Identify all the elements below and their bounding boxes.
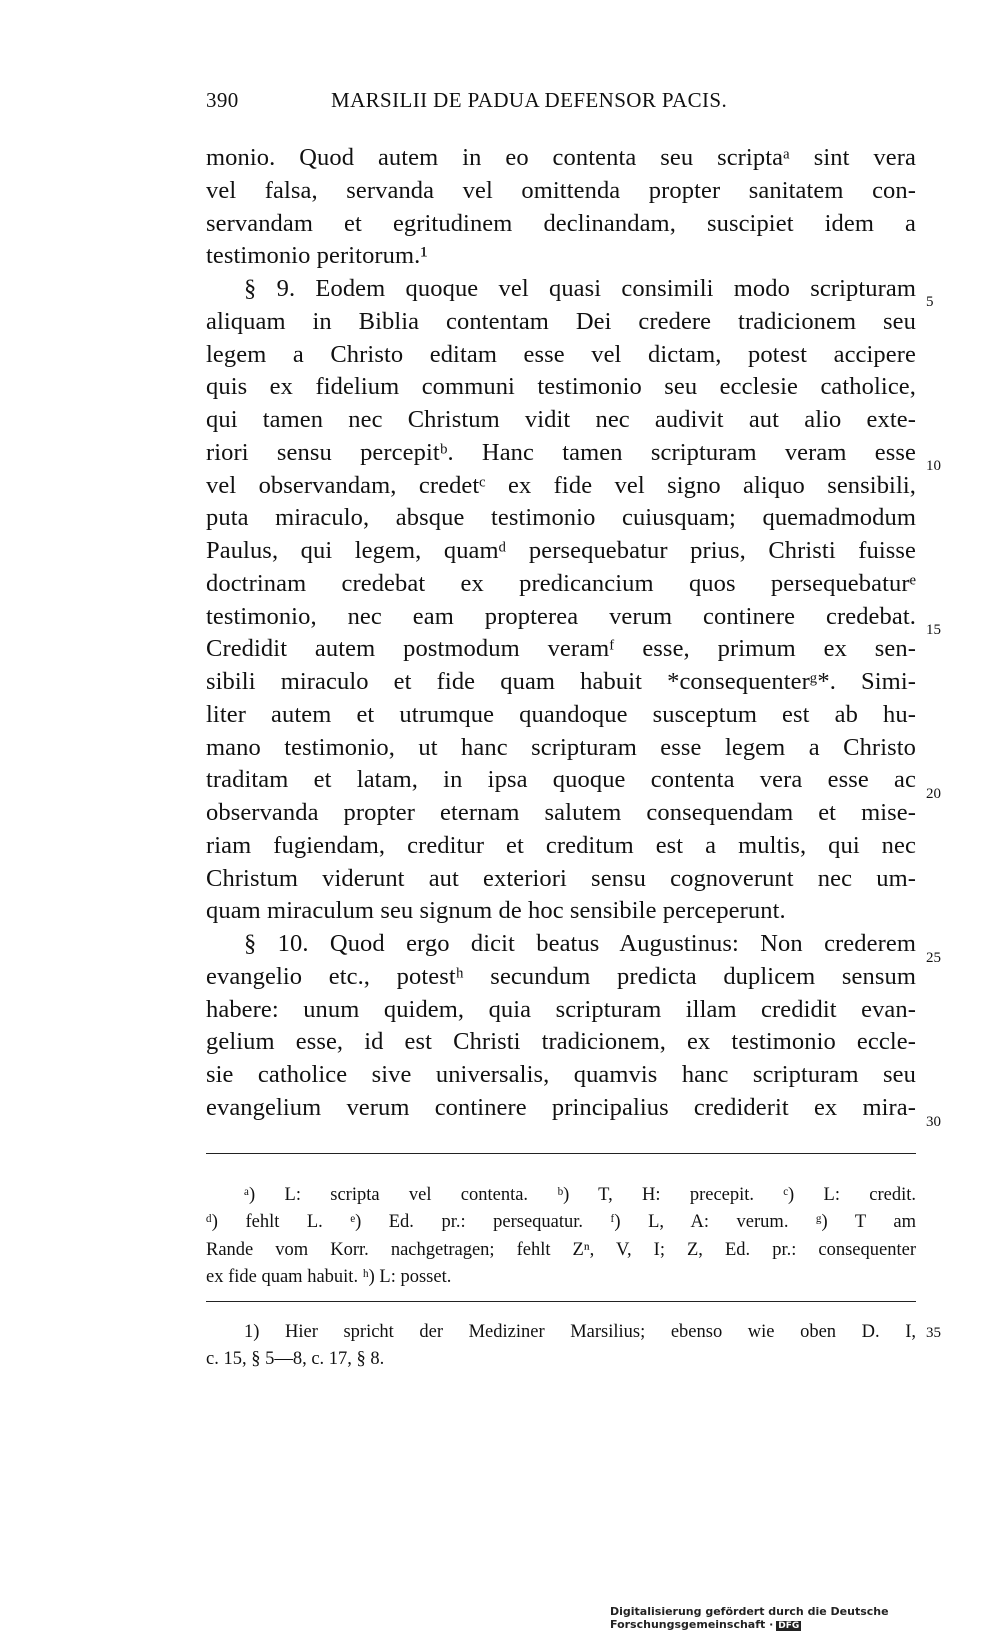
critical-apparatus [206,1182,916,1291]
apparatus-line: ᵃ) L: scripta vel contenta. ᵇ) T, H: precepit. ᶜ) L: credit. [244,1185,916,1205]
text-line: gelium esse, id est Christi tradicionem, ex testimonio eccle- [206,1028,916,1056]
text-line: evangelium verum continere principalius crediderit ex mira- [206,1093,916,1121]
text-line: liter autem et utrumque quandoque susceptum est ab hu- [206,700,916,728]
text-line: sie catholice sive universalis, quamvis hanc scripturam seu [206,1061,916,1088]
running-title: MARSILII DE PADUA DEFENSOR PACIS. [331,88,728,112]
dfg-logo: DFG [778,1621,800,1631]
text-line: Christum viderunt aut exteriori sensu cognoverunt nec um- [206,864,916,892]
main-text [206,142,916,1125]
line-number: 35 [926,1325,941,1341]
line-number: 30 [926,1114,941,1130]
credit-text: Digitalisierung gefördert durch die Deutsche Forschungsgemeinschaft · [610,1605,889,1631]
text-line: riori sensu percepitᵇ. Hanc tamen scripturam veram esse [206,438,916,466]
text-line: quam miraculum seu signum de hoc sensibile perceperunt. [206,897,786,925]
footnote-divider [206,1301,916,1302]
text-line: Credidit autem postmodum veramᶠ esse, primum ex sen- [206,635,916,663]
footnotes [206,1319,916,1374]
page-number: 390 [206,88,239,112]
line-number: 20 [926,786,941,802]
text-line: observanda propter eternam salutem consequendam et mise- [206,799,916,826]
text-line: testimonio peritorum.¹ [206,242,428,270]
apparatus-line: ᵈ) fehlt L. ᵉ) Ed. pr.: persequatur. ᶠ) L, A: verum. ᵍ) T am [206,1212,916,1233]
text-line: mano testimonio, ut hanc scripturam esse legem a Christo [206,733,916,761]
text-line: § 10. Quod ergo dicit beatus Augustinus: Non crederem [244,930,916,957]
line-number: 15 [926,622,941,638]
text-line: testimonio, nec eam propterea verum continere credebat. [206,602,916,630]
text-line: quis ex fidelium communi testimonio seu ecclesie catholice, [206,373,916,401]
running-header [206,88,916,124]
text-line: doctrinam credebat ex predicancium quos persequebaturᵉ [206,569,916,597]
text-line: vel falsa, servanda vel omittenda propter sanitatem con- [206,176,916,204]
text-line: legem a Christo editam esse vel dictam, potest accipere [206,340,916,368]
text-line: vel observandam, credetᶜ ex fide vel signo aliquo sensibili, [206,471,916,499]
digitization-credit [610,1605,990,1631]
line-number: 5 [926,294,934,310]
text-line: traditam et latam, in ipsa quoque contenta vera esse ac [206,766,916,794]
apparatus-divider [206,1153,916,1154]
text-line: aliquam in Biblia contentam Dei credere tradicionem seu [206,307,916,335]
footnote-line: c. 15, § 5—8, c. 17, § 8. [206,1349,385,1370]
apparatus-line: Rande vom Korr. nachgetragen; fehlt Zⁿ, V, I; Z, Ed. pr.: consequenter [206,1239,916,1260]
text-line: Paulus, qui legem, quamᵈ persequebatur prius, Christi fuisse [206,537,916,564]
text-line: servandam et egritudinem declinandam, suscipiet idem a [206,209,916,237]
text-line: riam fugiendam, creditur et creditum est a multis, qui nec [206,831,916,859]
text-line: puta miraculo, absque testimonio cuiusquam; quemadmodum [206,504,916,532]
text-line: evangelio etc., potestʰ secundum predicta duplicem sensum [206,962,916,990]
line-number: 10 [926,458,941,474]
text-line: qui tamen nec Christum vidit nec audivit aut alio exte- [206,406,916,433]
text-line: habere: unum quidem, quia scripturam illam credidit evan- [206,995,916,1023]
text-line: sibili miraculo et fide quam habuit *consequenterᵍ*. Simi- [206,668,916,695]
apparatus-line: ex fide quam habuit. ʰ) L: posset. [206,1266,452,1287]
footnote-line: 1) Hier spricht der Mediziner Marsilius; ebenso wie oben D. I, [244,1322,916,1342]
text-line: § 9. Eodem quoque vel quasi consimili modo scripturam [244,275,916,302]
text-line: monio. Quod autem in eo contenta seu scriptaᵃ sint vera [206,144,916,171]
line-number: 25 [926,950,941,966]
